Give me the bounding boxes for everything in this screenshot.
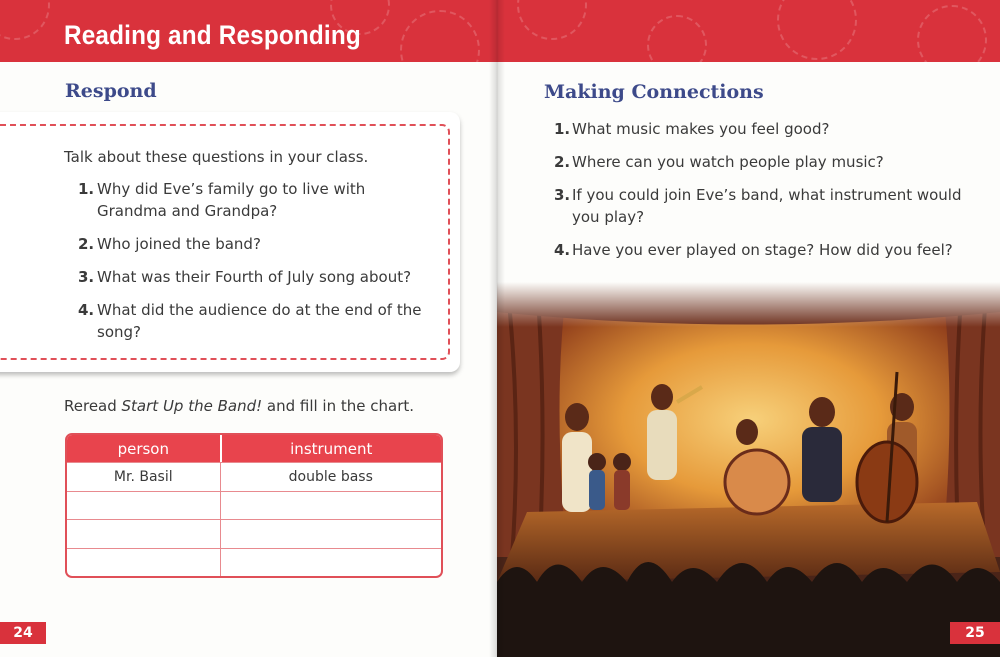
band-stage-illustration: [497, 282, 1000, 657]
list-item: 3. If you could join Eve’s band, what instrument would you play?: [554, 186, 962, 226]
table-row: [67, 548, 441, 577]
list-item: 2. Who joined the band?: [78, 235, 261, 253]
list-item: 1. What music makes you feel good?: [554, 120, 830, 138]
left-page: [0, 0, 497, 657]
making-connections-heading: Making Connections: [544, 81, 764, 103]
list-item: 3. What was their Fourth of July song about?: [78, 268, 412, 286]
header-band-right: [497, 0, 1000, 62]
list-item: 4. What did the audience do at the end of the song?: [78, 301, 422, 341]
table-row: [67, 519, 441, 548]
list-item: 1. Why did Eve’s family go to live with Grandma and Grandpa?: [78, 180, 366, 220]
right-page: [497, 0, 1000, 657]
table-row: [67, 491, 441, 520]
book-gutter: [489, 0, 505, 657]
page-number-right: 25: [950, 622, 1000, 644]
person-instrument-chart: [65, 433, 443, 578]
respond-heading: Respond: [65, 80, 157, 102]
list-item: 2. Where can you watch people play music?: [554, 153, 884, 171]
respond-questions: [78, 178, 438, 354]
page-number-left: 24: [0, 622, 46, 644]
chart-header-instrument: instrument: [220, 435, 441, 462]
book-title: Start Up the Band!: [121, 397, 263, 415]
list-item: 4. Have you ever played on stage? How did you feel?: [554, 241, 953, 259]
header-band: [0, 0, 497, 62]
chart-header-person: person: [67, 435, 220, 462]
page-header-title: Reading and Responding: [64, 20, 361, 50]
connection-questions: [554, 118, 984, 272]
respond-intro: Talk about these questions in your class.: [64, 148, 369, 166]
reread-instruction: Reread Start Up the Band! and fill in the chart.: [64, 397, 415, 415]
table-row: Mr. Basil double bass: [67, 462, 441, 491]
